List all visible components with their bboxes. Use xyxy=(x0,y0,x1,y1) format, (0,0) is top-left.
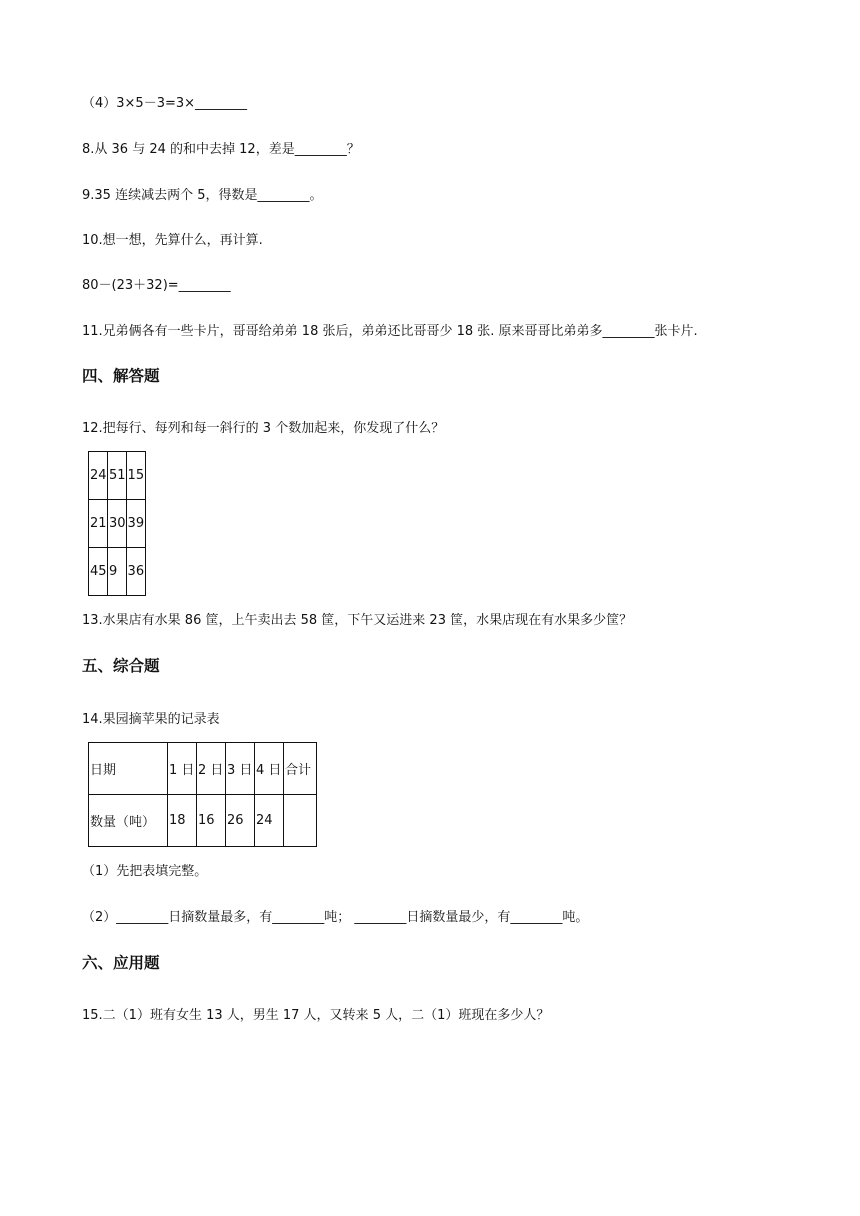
question-7-4: （4）3×5－3=3×________ xyxy=(82,96,248,111)
magic-square-table xyxy=(88,451,146,596)
table-row xyxy=(89,743,317,795)
table-header-cell: 日期 xyxy=(89,743,168,795)
table-row xyxy=(89,452,146,500)
table-cell: 51 xyxy=(108,452,127,500)
question-14-2: （2）________日摘数量最多，有________吨； ________日摘数量最少，有________吨。 xyxy=(82,910,589,925)
question-11: 11.兄弟俩各有一些卡片，哥哥给弟弟 18 张后，弟弟还比哥哥少 18 张. 原来哥哥比弟弟多________张卡片. xyxy=(82,324,698,339)
table-cell: 45 xyxy=(89,548,108,596)
table-row xyxy=(89,500,146,548)
section-heading-5: 五、综合题 xyxy=(82,657,160,675)
table-cell: 16 xyxy=(197,795,226,847)
question-8: 8.从 36 与 24 的和中去掉 12，差是________？ xyxy=(82,142,360,157)
question-13: 13.水果店有水果 86 筐，上午卖出去 58 筐，下午又运进来 23 筐，水果店现在有水果多少筐？ xyxy=(82,613,633,628)
question-14-1: （1）先把表填完整。 xyxy=(82,864,208,879)
table-header-cell: 4 日 xyxy=(255,743,284,795)
table-cell: 9 xyxy=(108,548,127,596)
table-row xyxy=(89,795,317,847)
question-9: 9.35 连续减去两个 5，得数是________。 xyxy=(82,188,323,203)
section-heading-4: 四、解答题 xyxy=(82,367,160,385)
apple-record-table xyxy=(88,742,317,847)
table-cell: 24 xyxy=(89,452,108,500)
table-cell: 30 xyxy=(108,500,127,548)
table-cell: 21 xyxy=(89,500,108,548)
table-cell: 36 xyxy=(126,548,145,596)
table-header-cell: 合计 xyxy=(284,743,317,795)
table-cell: 15 xyxy=(126,452,145,500)
question-14: 14.果园摘苹果的记录表 xyxy=(82,712,220,727)
question-10-expression: 80－(23＋32)=________ xyxy=(82,278,231,293)
table-cell: 24 xyxy=(255,795,284,847)
table-cell: 26 xyxy=(226,795,255,847)
table-cell: 39 xyxy=(126,500,145,548)
table-header-cell: 2 日 xyxy=(197,743,226,795)
table-total-cell xyxy=(284,795,317,847)
table-cell: 18 xyxy=(168,795,197,847)
section-heading-6: 六、应用题 xyxy=(82,954,160,972)
table-header-cell: 1 日 xyxy=(168,743,197,795)
question-10: 10.想一想，先算什么，再计算. xyxy=(82,233,263,248)
table-cell: 数量（吨） xyxy=(89,795,168,847)
question-15: 15.二（1）班有女生 13 人，男生 17 人，又转来 5 人，二（1）班现在多少人？ xyxy=(82,1008,550,1023)
table-row xyxy=(89,548,146,596)
table-header-cell: 3 日 xyxy=(226,743,255,795)
question-12: 12.把每行、每列和每一斜行的 3 个数加起来，你发现了什么？ xyxy=(82,421,445,436)
